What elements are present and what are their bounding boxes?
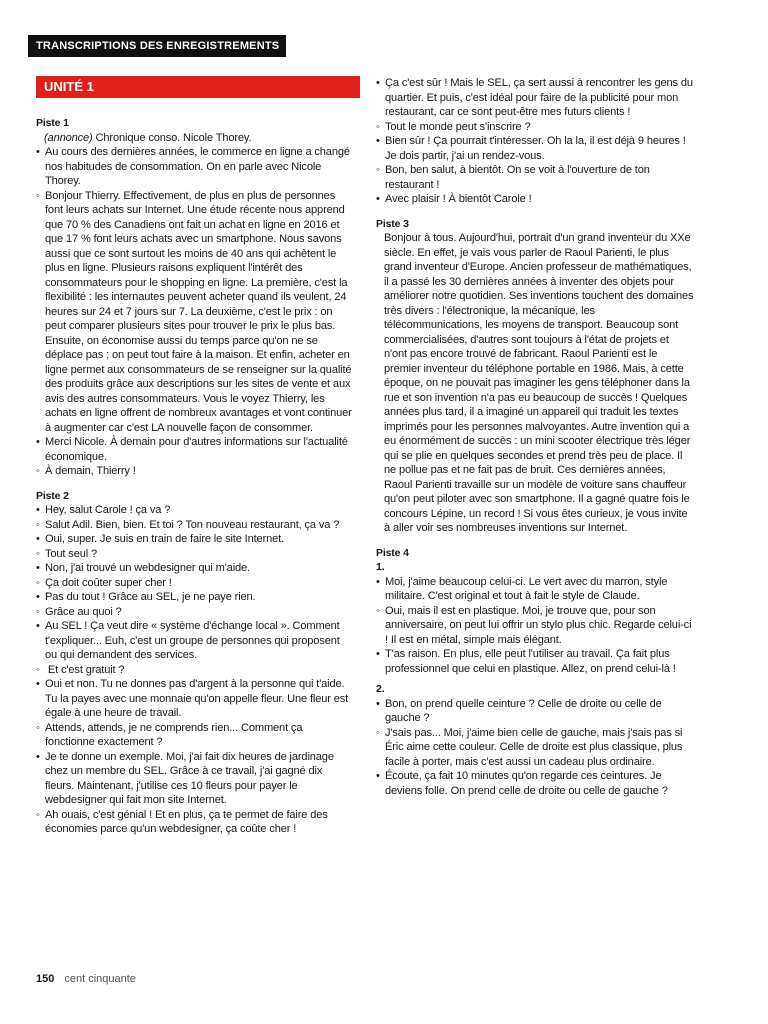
- dialogue-text: Écoute, ça fait 10 minutes qu'on regarde ces ceintures. Je deviens folle. On prend celle de droite ou celle de gauche ?: [385, 770, 668, 797]
- dialogue-line: [36, 561, 354, 576]
- left-column: [36, 116, 354, 837]
- dialogue-text: Je te donne un exemple. Moi, j'ai fait dix heures de jardinage chez un membre du SEL. Grâce à ce travail, j'ai gagné dix fleurs. Maintenant, j'utilise ces 10 fleurs pour payer le webdesigner qui fait mon site Internet.: [45, 750, 334, 806]
- dialogue-text: Oui, super. Je suis en train de faire le site Internet.: [45, 533, 285, 545]
- bullet-circle-icon: ◦: [36, 576, 40, 589]
- bullet-circle-icon: ◦: [36, 663, 40, 676]
- dialogue-text: Au cours des dernières années, le commerce en ligne a changé nos habitudes de consommation. On en parle avec Nicole Thorey.: [45, 146, 350, 187]
- dialogue-line: [376, 697, 694, 726]
- dialogue-text: Hey, salut Carole ! ça va ?: [45, 504, 171, 516]
- page-number-words: cent cinquante: [64, 973, 136, 985]
- bullet-dot-icon: •: [36, 504, 40, 516]
- piste1-dialogue: [36, 145, 354, 479]
- dialogue-line: [36, 189, 354, 436]
- dialogue-line: [376, 647, 694, 676]
- dialogue-text: Grâce au quoi ?: [45, 605, 122, 618]
- bullet-circle-icon: ◦: [36, 547, 40, 560]
- dialogue-text: Bien sûr ! Ça pourrait t'intéresser. Oh la la, il est déjà 9 heures ! Je dois partir, j'ai un rendez-vous.: [385, 135, 686, 162]
- piste4-part1-dialogue: [376, 575, 694, 677]
- dialogue-text: Oui, mais il est en plastique. Moi, je trouve que, pour son anniversaire, on peut lui offrir un stylo plus chic. Regarde celui-ci ! Il est en métal, simple mais élégant.: [385, 604, 692, 646]
- dialogue-text: T'as raison. En plus, elle peut l'utiliser au travail. Ça fait plus professionnel que celui en plastique. Allez, on prend celui-là !: [385, 648, 676, 675]
- bullet-dot-icon: •: [376, 77, 380, 89]
- dialogue-text: Attends, attends, je ne comprends rien... Comment ça fonctionne exactement ?: [45, 721, 303, 748]
- dialogue-text: Bonjour Thierry. Effectivement, de plus en plus de personnes font leurs achats sur Internet. Une étude récente nous apprend que 70 % des Canadiens ont fait un achat en ligne en 2016 et que 17 % font leurs achats avec un smartphone. Nous savons aussi que ce sont surtout les moins de 40 ans qui achètent le plus en ligne. Plusieurs raisons expliquent l'intérêt des consommateurs pour le shopping en ligne. La première, c'est la flexibilité : les internautes peuvent acheter quand ils veulent, 24 heures sur 24 et 7 jours sur 7. La deuxième, c'est le prix : on peut comparer plusieurs sites pour trouver le prix le plus bas. Ensuite, on économise aussi du temps parce qu'on ne se déplace pas ; on peut tout faire à la maison. Et enfin, acheter en ligne permet aux consommateurs de se renseigner sur la qualité des produits grâce aux descriptions sur les sites de vente et aux avis des autres consommateurs. Vous le voyez Thierry, les achats en ligne offrent de nombreux avantages et vont continuer à augmenter car c'est LA nouvelle façon de consommer.: [45, 189, 352, 434]
- dialogue-text: Avec plaisir ! À bientôt Carole !: [385, 193, 532, 205]
- dialogue-text: Tout seul ?: [45, 547, 98, 560]
- bullet-dot-icon: •: [376, 648, 380, 660]
- piste2-dialogue-continued: [376, 76, 694, 207]
- dialogue-line: [36, 576, 354, 591]
- bullet-circle-icon: ◦: [36, 808, 40, 821]
- bullet-dot-icon: •: [36, 533, 40, 545]
- piste2-dialogue: [36, 503, 354, 837]
- dialogue-line: [376, 769, 694, 798]
- dialogue-line: [376, 192, 694, 207]
- piste4-title: Piste 4: [376, 546, 409, 559]
- dialogue-line: [36, 464, 354, 479]
- dialogue-line: [36, 547, 354, 562]
- right-column: [376, 76, 694, 798]
- piste3-title: Piste 3: [376, 217, 409, 230]
- bullet-dot-icon: •: [376, 697, 380, 710]
- bullet-dot-icon: •: [376, 135, 380, 147]
- bullet-dot-icon: •: [36, 750, 40, 763]
- dialogue-line: [36, 605, 354, 620]
- dialogue-text: Ah ouais, c'est génial ! Et en plus, ça te permet de faire des économies parce qu'un webdesigner, ça coûte cher !: [45, 808, 328, 835]
- bullet-dot-icon: •: [376, 193, 380, 205]
- dialogue-text: À demain, Thierry !: [45, 465, 136, 477]
- dialogue-text: Ça doit coûter super cher !: [45, 576, 172, 589]
- bullet-circle-icon: ◦: [36, 518, 40, 531]
- bullet-dot-icon: •: [36, 436, 40, 448]
- dialogue-line: [36, 808, 354, 837]
- bullet-circle-icon: ◦: [376, 120, 380, 133]
- piste1-intro-annonce: (annonce): [44, 131, 93, 144]
- piste1-intro-text: Chronique conso. Nicole Thorey.: [92, 131, 252, 144]
- dialogue-text: Au SEL ! Ça veut dire « système d'échange local ». Comment t'expliquer... Euh, c'est un groupe de personnes qui proposent ou qui demandent des services.: [45, 620, 340, 661]
- dialogue-line: [36, 677, 354, 721]
- dialogue-text: Ça c'est sûr ! Mais le SEL, ça sert aussi à rencontrer les gens du quartier. Et puis, c'est idéal pour faire de la publicité pour mon restaurant, car ce sont peut-être mes futurs clients !: [385, 77, 693, 118]
- piste4-part1-number: 1.: [376, 561, 385, 573]
- bullet-dot-icon: •: [36, 678, 40, 690]
- dialogue-text: Salut Adil. Bien, bien. Et toi ? Ton nouveau restaurant, ça va ?: [45, 518, 340, 531]
- bullet-dot-icon: •: [36, 591, 40, 603]
- bullet-circle-icon: ◦: [36, 465, 40, 477]
- unit-title: UNITÉ 1: [36, 76, 360, 98]
- piste1-intro: [36, 131, 354, 146]
- dialogue-text: Moi, j'aime beaucoup celui-ci. Le vert avec du marron, style militaire. C'est original et tout à fait le style de Claude.: [385, 575, 668, 602]
- bullet-circle-icon: ◦: [36, 605, 40, 618]
- dialogue-line: [36, 518, 354, 533]
- dialogue-text: J'sais pas... Moi, j'aime bien celle de gauche, mais j'sais pas si Éric aime cette couleur. Celle de droite est plus classique, plus facile à porter, mais c'est aussi un cadeau plus ordinaire.: [385, 726, 683, 768]
- bullet-circle-icon: ◦: [376, 604, 380, 617]
- dialogue-text: Et c'est gratuit ?: [45, 663, 125, 676]
- dialogue-line: [376, 575, 694, 604]
- dialogue-line: [36, 721, 354, 750]
- dialogue-line: [36, 590, 354, 605]
- bullet-dot-icon: •: [376, 575, 380, 588]
- dialogue-line: [376, 76, 694, 120]
- dialogue-text: Bon, ben salut, à bientôt. On se voit à l'ouverture de ton restaurant !: [385, 164, 650, 191]
- dialogue-line: [36, 619, 354, 663]
- section-header: TRANSCRIPTIONS DES ENREGISTREMENTS: [28, 35, 286, 57]
- dialogue-text: Merci Nicole. À demain pour d'autres informations sur l'actualité économique.: [45, 436, 348, 463]
- dialogue-line: [376, 134, 694, 163]
- bullet-dot-icon: •: [36, 562, 40, 574]
- bullet-circle-icon: ◦: [36, 189, 40, 202]
- dialogue-text: Non, j'ai trouvé un webdesigner qui m'aide.: [45, 562, 250, 574]
- dialogue-text: Bon, on prend quelle ceinture ? Celle de droite ou celle de gauche ?: [385, 697, 662, 724]
- dialogue-line: [36, 663, 354, 678]
- page-number: 150: [36, 973, 55, 985]
- dialogue-line: [376, 163, 694, 192]
- dialogue-line: [36, 750, 354, 808]
- bullet-dot-icon: •: [376, 770, 380, 782]
- page-footer: [36, 973, 136, 985]
- bullet-circle-icon: ◦: [376, 726, 380, 739]
- dialogue-line: [36, 435, 354, 464]
- dialogue-text: Oui et non. Tu ne donnes pas d'argent à la personne qui t'aide. Tu la payes avec une monnaie qu'on appelle fleur. Une fleur est égale à une heure de travail.: [45, 678, 349, 719]
- dialogue-line: [376, 726, 694, 770]
- dialogue-line: [376, 604, 694, 648]
- dialogue-line: [36, 532, 354, 547]
- dialogue-line: [36, 145, 354, 189]
- bullet-dot-icon: •: [36, 620, 40, 632]
- bullet-circle-icon: ◦: [376, 164, 380, 176]
- piste1-title: Piste 1: [36, 117, 69, 129]
- bullet-circle-icon: ◦: [36, 721, 40, 734]
- piste4-part2-dialogue: [376, 697, 694, 799]
- dialogue-text: Pas du tout ! Grâce au SEL, je ne paye rien.: [45, 591, 256, 603]
- piste3-text: Bonjour à tous. Aujourd'hui, portrait d'un grand inventeur du XXe siècle. En effet, je vais vous parler de Raoul Parienti, le plus grand inventeur d'Europe. Ancien professeur de mathématiques, il a passé les 30 dernières années à inventer des objets pour améliorer notre quotidien. Ses inventions touchent des domaines très divers : l'électronique, la mécanique, les télécommunications, les moyens de transport. Beaucoup sont commercialisées, d'autres sont toujours à l'état de projets et n'ont pas encore trouvé de fabricant. Raoul Parienti est le premier inventeur du téléphone portable en 1986. Mais, à cette époque, on ne pouvait pas imaginer les gens téléphoner dans la rue et son invention n'a pas eu beaucoup de succès ! Quelques années plus tard, il a imaginé un appareil qui traduit les textes imprimés pour les personnes malvoyantes. Autre invention qui a eu énormément de succès : un mini scooter électrique très léger qui se plie en quelques secondes et prend très peu de place. Il ne pollue pas et ne fait pas de bruit. Ces dernières années, Raoul Parienti travaille sur un modèle de voiture sans chauffeur qu'on peut piloter avec son smartphone. Il a gagné quatre fois le concours Lépine, un record ! Si vous êtes curieux, je vous invite à aller voir ses nombreuses inventions sur Internet.: [384, 232, 694, 534]
- dialogue-line: [376, 120, 694, 135]
- piste4-part2-number: 2.: [376, 683, 385, 695]
- dialogue-text: Tout le monde peut s'inscrire ?: [385, 120, 531, 133]
- bullet-dot-icon: •: [36, 146, 40, 158]
- piste2-title: Piste 2: [36, 489, 69, 502]
- dialogue-line: [36, 503, 354, 518]
